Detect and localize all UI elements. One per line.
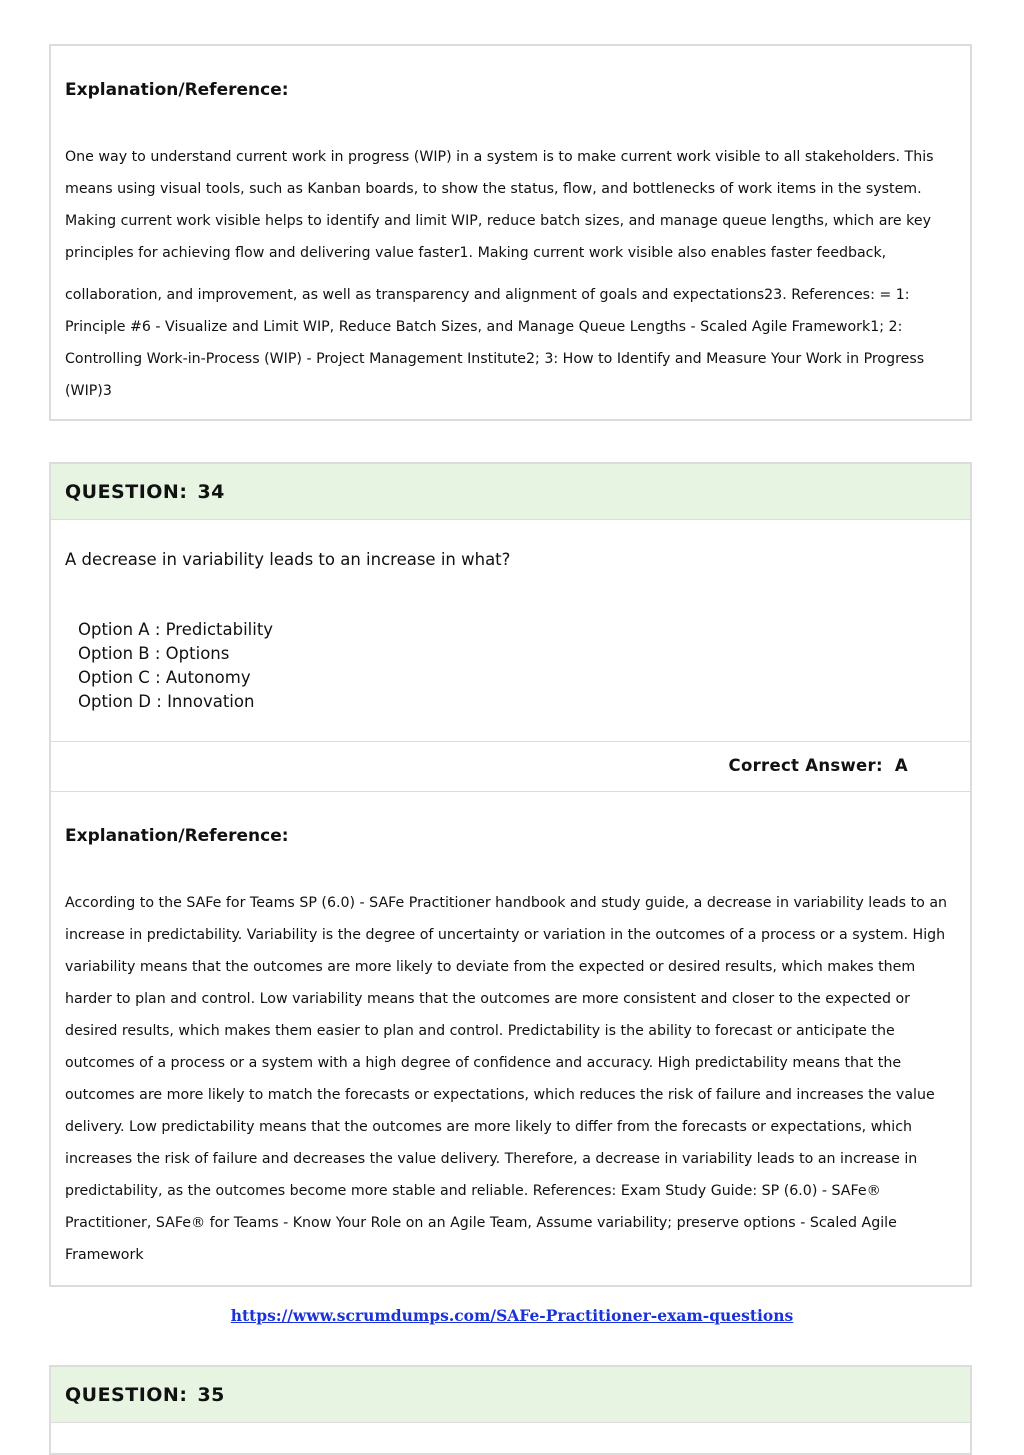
explanation-title: Explanation/Reference: [65, 80, 289, 100]
correct-answer [729, 756, 908, 775]
question-header [51, 464, 970, 520]
correct-answer-label: Correct Answer: [728, 756, 883, 775]
question-number: 35 [197, 1383, 225, 1406]
question-label: QUESTION: [65, 1383, 188, 1406]
explanation-paragraph: collaboration, and improvement, as well as transparency and alignment of goals and expectations23. References: = 1: Principle #6 - Visualize and Limit WIP, Reduce Batch Sizes, and Manage Queue Lengths - Scaled Agile Framework1; 2: Controlling Work-in-Process (WIP) - Project Management Institute2; 3: How to Identify and Measure Your Work in Progress (WIP)3 [65, 287, 925, 399]
options-list [78, 618, 273, 714]
option-a: Option A : Predictability [78, 620, 274, 639]
question-label: QUESTION: [65, 480, 188, 503]
question-35-card [49, 1365, 972, 1455]
divider [51, 791, 970, 792]
explanation-title: Explanation/Reference: [65, 826, 289, 846]
question-text: A decrease in variability leads to an increase in what? [65, 550, 511, 569]
footer-link[interactable]: https://www.scrumdumps.com/SAFe-Practitioner-exam-questions [230, 1306, 794, 1325]
divider [51, 741, 970, 742]
question-number: 34 [197, 480, 225, 503]
correct-answer-value: A [894, 756, 908, 775]
option-b: Option B : Options [78, 644, 230, 663]
question-34-card [49, 462, 972, 1287]
option-d: Option D : Innovation [78, 692, 255, 711]
previous-explanation-card [49, 44, 972, 421]
explanation-paragraph: According to the SAFe for Teams SP (6.0) - SAFe Practitioner handbook and study guide, a decrease in variability leads to an increase in predictability. Variability is the degree of uncertainty or variation in the outcomes of a process or a system. High variability means that the outcomes are more likely to deviate from the expected or desired results, which makes them harder to plan and control. Low variability means that the outcomes are more consistent and closer to the expected or desired results, which makes them easier to plan and control. Predictability is the ability to forecast or anticipate the outcomes of a process or a system with a high degree of confidence and accuracy. High predictability means that the outcomes are more likely to match the forecasts or expectations, which reduces the risk of failure and increases the value delivery. Low predictability means that the outcomes are more likely to differ from the forecasts or expectations, which increases the risk of failure and decreases the value delivery. Therefore, a decrease in variability leads to an increase in predictability, as the outcomes become more stable and reliable. References: Exam Study Guide: SP (6.0) - SAFe® Practitioner, SAFe® for Teams - Know Your Role on an Agile Team, Assume variability; preserve options - Scaled Agile Framework [65, 895, 948, 1263]
option-c: Option C : Autonomy [78, 668, 251, 687]
question-header [51, 1367, 970, 1423]
explanation-paragraph: One way to understand current work in progress (WIP) in a system is to make current work visible to all stakeholders. This means using visual tools, such as Kanban boards, to show the status, flow, and bottlenecks of work items in the system. Making current work visible helps to identify and limit WIP, reduce batch sizes, and manage queue lengths, which are key principles for achieving flow and delivering value faster1. Making current work visible also enables faster feedback, [65, 149, 934, 261]
